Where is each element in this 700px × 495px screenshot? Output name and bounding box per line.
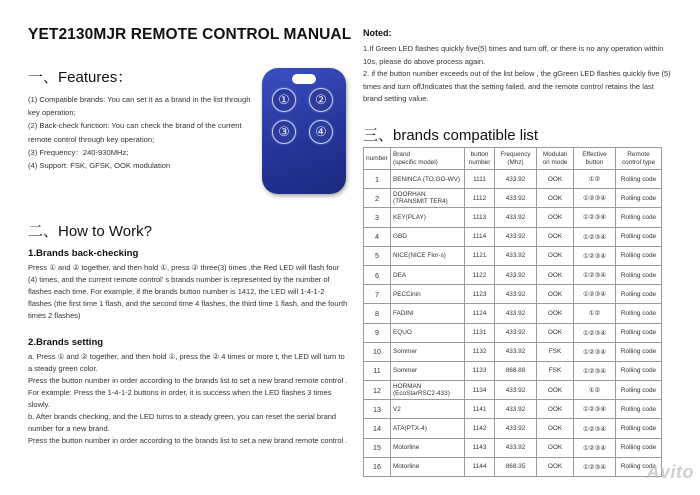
cell-number: 7 xyxy=(364,285,391,304)
remote-button-2: ② xyxy=(309,88,333,112)
cell-frequency: 433.92 xyxy=(495,170,537,189)
cell-frequency: 433.92 xyxy=(495,381,537,400)
cell-modulation: OOK xyxy=(537,227,574,246)
cell-remote-type: Rolling code xyxy=(616,246,662,265)
cell-frequency: 433.92 xyxy=(495,419,537,438)
cell-number: 15 xyxy=(364,438,391,457)
cell-number: 9 xyxy=(364,323,391,342)
cell-button-number: 1113 xyxy=(465,208,495,227)
cell-number: 4 xyxy=(364,227,391,246)
table-row xyxy=(364,323,662,342)
cell-remote-type: Rolling code xyxy=(616,208,662,227)
table-row xyxy=(364,438,662,457)
table-row xyxy=(364,304,662,323)
table-row xyxy=(364,400,662,419)
cell-remote-type: Rolling code xyxy=(616,323,662,342)
cell-modulation: OOK xyxy=(537,285,574,304)
manual-title: YET2130MJR REMOTE CONTROL MANUAL xyxy=(28,26,352,43)
features-heading: 一、Features： xyxy=(28,69,133,86)
cell-frequency: 868.88 xyxy=(495,361,537,380)
cell-number: 6 xyxy=(364,265,391,284)
cell-remote-type: Rolling code xyxy=(616,285,662,304)
table-row xyxy=(364,170,662,189)
cell-button-number: 1141 xyxy=(465,400,495,419)
cell-modulation: FSK xyxy=(537,361,574,380)
brands-list-heading: 三、brands compatible list xyxy=(363,127,539,144)
cell-frequency: 433.92 xyxy=(495,189,537,208)
cell-brand: DEA xyxy=(391,265,465,284)
cell-frequency: 433.92 xyxy=(495,323,537,342)
cell-effective-button: ①②③④ xyxy=(574,400,616,419)
cell-effective-button: ①②③④ xyxy=(574,419,616,438)
remote-control-image xyxy=(262,68,346,194)
cell-modulation: OOK xyxy=(537,323,574,342)
cell-remote-type: Rolling code xyxy=(616,457,662,476)
table-row xyxy=(364,342,662,361)
cell-brand: FADINI xyxy=(391,304,465,323)
cell-brand: Sommer xyxy=(391,342,465,361)
cell-modulation: OOK xyxy=(537,381,574,400)
keyring-hole xyxy=(292,74,316,84)
table-row xyxy=(364,265,662,284)
setting-step: b. After brands checking, and the LED turns to a steady green, you can reset the serial brand number for a new brand. xyxy=(28,412,337,433)
setting-step: a. Press ① and ② together, and then hold ①, press the ② 4 times or more t, the LED will turn to a steady green color. xyxy=(28,352,345,373)
cell-button-number: 1114 xyxy=(465,227,495,246)
noted-item: 2. if the button number exceeds out of the list below , the gGreen LED flashes quickly five (5) times and turn offJndicates that the setting failed, and the remote control retains the last brand setting value. xyxy=(363,69,671,104)
cell-remote-type: Rolling code xyxy=(616,438,662,457)
cell-number: 11 xyxy=(364,361,391,380)
cell-frequency: 433.92 xyxy=(495,304,537,323)
noted-heading: Noted: xyxy=(363,28,392,38)
cell-frequency: 433.92 xyxy=(495,208,537,227)
how-to-work-heading: 二、How to Work? xyxy=(28,223,152,240)
cell-effective-button: ①②③④ xyxy=(574,323,616,342)
cell-number: 10 xyxy=(364,342,391,361)
column-header-modulation: Modulati on mode xyxy=(537,148,574,170)
cell-modulation: OOK xyxy=(537,419,574,438)
table-row xyxy=(364,246,662,265)
cell-number: 5 xyxy=(364,246,391,265)
cell-remote-type: Rolling code xyxy=(616,361,662,380)
cell-remote-type: Rolling code xyxy=(616,189,662,208)
cell-brand: PECCinin xyxy=(391,285,465,304)
cell-frequency: 433.92 xyxy=(495,246,537,265)
cell-modulation: FSK xyxy=(537,342,574,361)
cell-button-number: 1122 xyxy=(465,265,495,284)
column-header-effective-button: Effective button xyxy=(574,148,616,170)
cell-effective-button: ①② xyxy=(574,170,616,189)
cell-modulation: OOK xyxy=(537,246,574,265)
cell-number: 13 xyxy=(364,400,391,419)
column-header-brand: Brand (specific model) xyxy=(391,148,465,170)
brands-setting-heading: 2.Brands setting xyxy=(28,337,104,348)
table-row xyxy=(364,285,662,304)
column-header-frequency: Frequency (Mhz) xyxy=(495,148,537,170)
cell-number: 14 xyxy=(364,419,391,438)
cell-modulation: OOK xyxy=(537,304,574,323)
cell-frequency: 868.35 xyxy=(495,457,537,476)
cell-modulation: OOK xyxy=(537,457,574,476)
brands-table xyxy=(363,147,662,477)
cell-brand: KEY(PLAY) xyxy=(391,208,465,227)
cell-frequency: 433.92 xyxy=(495,438,537,457)
cell-button-number: 1123 xyxy=(465,285,495,304)
cell-button-number: 1132 xyxy=(465,342,495,361)
feature-item: (3) Frequency：240-930MHz; xyxy=(28,147,129,157)
cell-number: 1 xyxy=(364,170,391,189)
cell-brand: NICE(NICE Flor-s) xyxy=(391,246,465,265)
back-checking-heading: 1.Brands back-checking xyxy=(28,248,139,259)
table-row xyxy=(364,189,662,208)
cell-brand: V2 xyxy=(391,400,465,419)
table-row xyxy=(364,381,662,400)
cell-brand: GBD xyxy=(391,227,465,246)
cell-button-number: 1121 xyxy=(465,246,495,265)
cell-effective-button: ①②③④ xyxy=(574,208,616,227)
cell-button-number: 1131 xyxy=(465,323,495,342)
cell-effective-button: ①②③④ xyxy=(574,342,616,361)
noted-item: 1.If Green LED flashes quickly five(5) times and turn off, or there is no any operation within 10s, please do above process again. xyxy=(363,44,664,66)
cell-brand: Sommer xyxy=(391,361,465,380)
cell-button-number: 1142 xyxy=(465,419,495,438)
brands-setting-text xyxy=(28,351,350,447)
cell-effective-button: ①② xyxy=(574,304,616,323)
cell-button-number: 1133 xyxy=(465,361,495,380)
column-header-remote-type: Remote control type xyxy=(616,148,662,170)
cell-brand: Motorline xyxy=(391,457,465,476)
cell-brand: Motorline xyxy=(391,438,465,457)
setting-step: Press the button number in order according to the brands list to set a new brand remote control . For example: Press the 1-4-1-2 buttons in order, it is success when the LED flashes 3 times slowly. xyxy=(28,376,348,409)
cell-remote-type: Rolling code xyxy=(616,304,662,323)
cell-effective-button: ①②③④ xyxy=(574,438,616,457)
cell-effective-button: ①②③④ xyxy=(574,457,616,476)
cell-effective-button: ①②③④ xyxy=(574,285,616,304)
cell-frequency: 433.92 xyxy=(495,400,537,419)
cell-modulation: OOK xyxy=(537,208,574,227)
cell-modulation: OOK xyxy=(537,438,574,457)
cell-frequency: 433.92 xyxy=(495,342,537,361)
table-body xyxy=(364,170,662,477)
cell-brand: EQUO xyxy=(391,323,465,342)
cell-number: 8 xyxy=(364,304,391,323)
noted-text xyxy=(363,43,675,106)
table-row xyxy=(364,227,662,246)
cell-frequency: 433.92 xyxy=(495,227,537,246)
cell-brand: DOORHAN (TRANSMIT TER4) xyxy=(391,189,465,208)
cell-number: 16 xyxy=(364,457,391,476)
cell-brand: BENINCA (TO.GO-WV) xyxy=(391,170,465,189)
cell-effective-button: ①② xyxy=(574,381,616,400)
cell-remote-type: Rolling code xyxy=(616,227,662,246)
cell-number: 12 xyxy=(364,381,391,400)
cell-effective-button: ①②③④ xyxy=(574,246,616,265)
features-list xyxy=(28,93,260,172)
cell-brand: ATA(PTX-4) xyxy=(391,419,465,438)
remote-button-1: ① xyxy=(272,88,296,112)
feature-item: (4) Support: FSK, GFSK, OOK modulation xyxy=(28,161,171,171)
cell-effective-button: ①②③④ xyxy=(574,361,616,380)
cell-effective-button: ①②③④ xyxy=(574,189,616,208)
cell-remote-type: Rolling code xyxy=(616,400,662,419)
cell-number: 3 xyxy=(364,208,391,227)
table-row xyxy=(364,419,662,438)
cell-remote-type: Rolling code xyxy=(616,381,662,400)
back-checking-paragraph: Press ① and ② together, and then hold ①, press ② three(3) times ,the Red LED will flash four (4) times, and the current remote control' s brands number is represented by the number of flashes each time. For example, if the brands button number is 1412, the LED will 1-4-1-2 flashes (the first time 1 flash, and the second time 4 flashes, the third time 1 flash, and the fourth times 2 flashes) xyxy=(28,263,348,320)
cell-button-number: 1134 xyxy=(465,381,495,400)
column-header-button-number: button number xyxy=(465,148,495,170)
table-row xyxy=(364,361,662,380)
table-header-row xyxy=(364,148,662,170)
cell-button-number: 1143 xyxy=(465,438,495,457)
cell-effective-button: ①②③④ xyxy=(574,265,616,284)
cell-remote-type: Rolling code xyxy=(616,265,662,284)
back-checking-text xyxy=(28,262,348,322)
cell-button-number: 1112 xyxy=(465,189,495,208)
cell-remote-type: Rolling code xyxy=(616,419,662,438)
cell-modulation: OOK xyxy=(537,400,574,419)
cell-number: 2 xyxy=(364,189,391,208)
cell-modulation: OOK xyxy=(537,189,574,208)
cell-frequency: 433.92 xyxy=(495,285,537,304)
feature-item: (1) Compatible brands: You can set it as a brand in the list through key operation; xyxy=(28,95,251,118)
cell-remote-type: Rolling code xyxy=(616,342,662,361)
cell-button-number: 1124 xyxy=(465,304,495,323)
table-row xyxy=(364,208,662,227)
cell-modulation: OOK xyxy=(537,170,574,189)
setting-step: Press the button number in order according to the brands list to set a new brand remote control . xyxy=(28,436,348,445)
cell-brand: HORMAN (EcoStarRSC2-433) xyxy=(391,381,465,400)
cell-modulation: OOK xyxy=(537,265,574,284)
cell-effective-button: ①②③④ xyxy=(574,227,616,246)
table-row xyxy=(364,457,662,476)
remote-button-3: ③ xyxy=(272,120,296,144)
cell-remote-type: Rolling code xyxy=(616,170,662,189)
remote-button-4: ④ xyxy=(309,120,333,144)
watermark: Avito xyxy=(646,462,694,482)
cell-button-number: 1144 xyxy=(465,457,495,476)
column-header-number: number xyxy=(364,148,391,170)
cell-frequency: 433.92 xyxy=(495,265,537,284)
cell-button-number: 1111 xyxy=(465,170,495,189)
feature-item: (2) Back-check function: You can check the brand of the current remote control through key operation; xyxy=(28,121,242,144)
